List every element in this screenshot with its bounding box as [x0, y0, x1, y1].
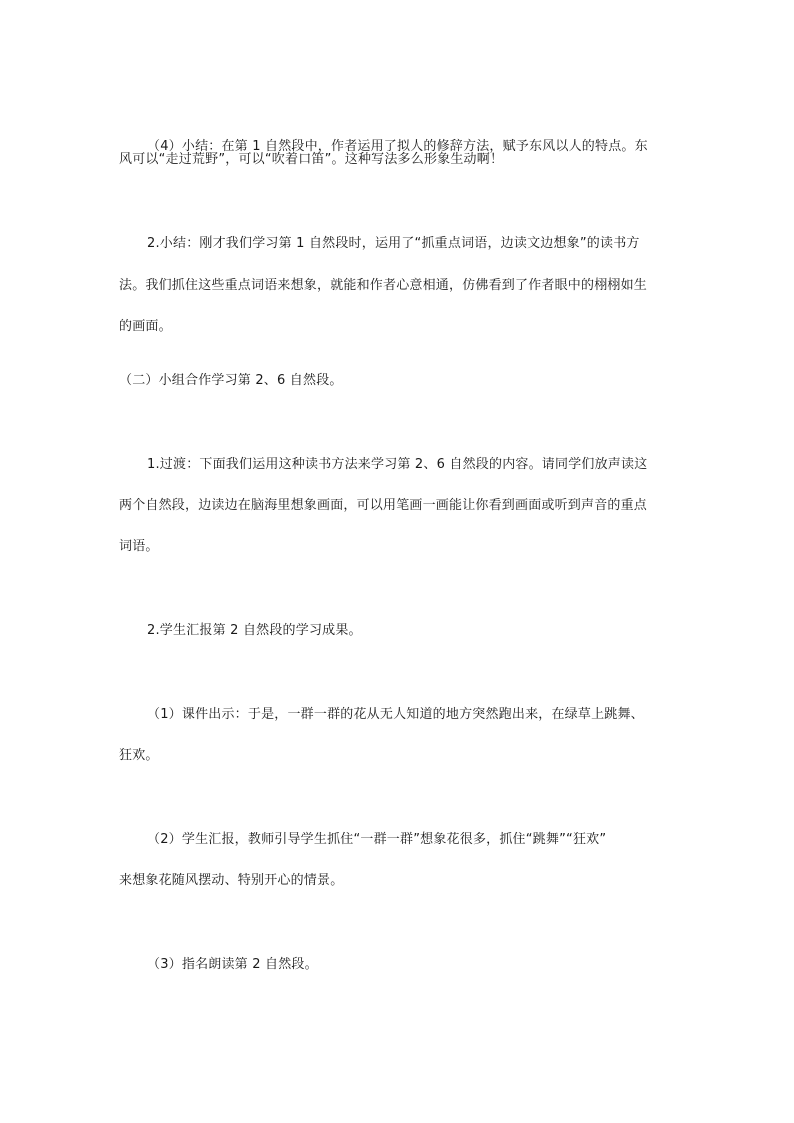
section-heading-group-study: （二）小组合作学习第 2、6 自然段。	[119, 373, 343, 388]
para-courseware-line-2: 狂欢。	[119, 748, 159, 763]
para-transition-line-1: 1.过渡：下面我们运用这种读书方法来学习第 2、6 自然段的内容。请同学们放声读这	[147, 457, 648, 472]
para-transition-line-2: 两个自然段，边读边在脑海里想象画面，可以用笔画一画能让你看到画面或听到声音的重点	[119, 498, 648, 513]
para-summary-2-line-2: 法。我们抓住这些重点词语来想象，就能和作者心意相通，仿佛看到了作者眼中的栩栩如生	[119, 278, 648, 293]
para-courseware-line-1: （1）课件出示：于是，一群一群的花从无人知道的地方突然跑出来，在绿草上跳舞、	[147, 707, 644, 722]
para-summary-4-line-2: 风可以“走过荒野”，可以“吹着口笛”。这种写法多么形象生动啊！	[119, 152, 504, 167]
para-student-report: 2.学生汇报第 2 自然段的学习成果。	[147, 623, 362, 638]
para-summary-2-line-3: 的画面。	[119, 319, 172, 334]
para-guidance-line-2: 来想象花随风摆动、特别开心的情景。	[119, 873, 344, 888]
para-guidance-line-1: （2）学生汇报，教师引导学生抓住“一群一群”想象花很多，抓住“跳舞”“狂欢”	[147, 832, 607, 847]
para-read-aloud: （3）指名朗读第 2 自然段。	[147, 957, 318, 972]
para-transition-line-3: 词语。	[119, 539, 159, 554]
para-summary-2-line-1: 2.小结：刚才我们学习第 1 自然段时，运用了“抓重点词语，边读文边想象”的读书方	[147, 236, 640, 251]
para-summary-4-line-1: （4）小结：在第 1 自然段中，作者运用了拟人的修辞方法，赋予东风以人的特点。东	[147, 139, 648, 154]
